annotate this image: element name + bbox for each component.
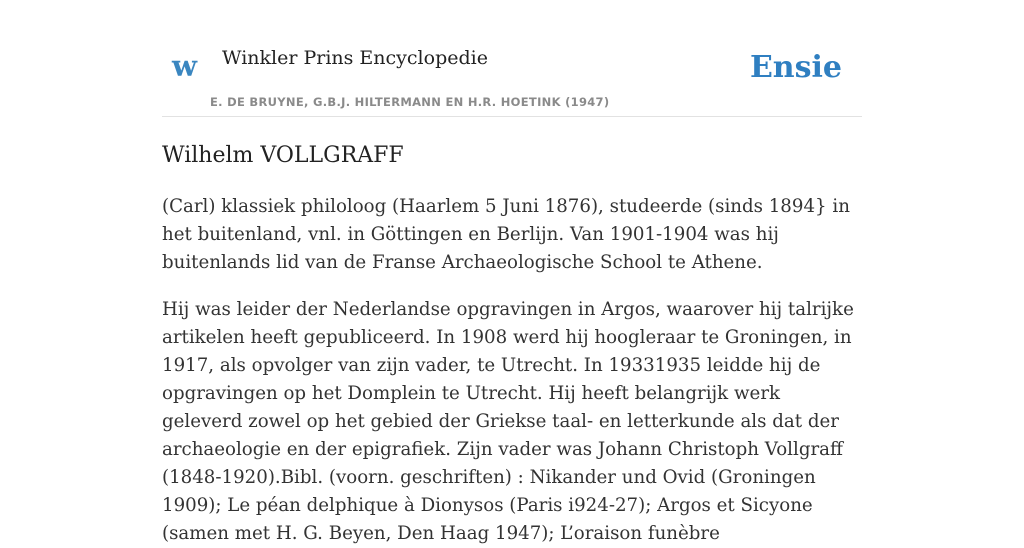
site-title[interactable]: Winkler Prins Encyclopedie [222, 47, 488, 69]
ensie-brand-link[interactable]: Ensie [749, 50, 842, 85]
article-paragraph: (Carl) klassiek philoloog (Haarlem 5 Juni 1876), studeerde (sinds 1894} in het buitenland, vnl. in Göttingen en Berlijn. Van 1901-1904 was hij buitenlands lid van de Franse Archaeologische School te Athene. [162, 196, 850, 274]
article-title: Wilhelm VOLLGRAFF [162, 143, 404, 168]
site-header [162, 0, 862, 117]
page [162, 0, 862, 548]
article-paragraph: Hij was leider der Nederlandse opgravingen in Argos, waarover hij talrijke artikelen heeft gepubliceerd. In 1908 werd hij hoogleraar te Groningen, in 1917, als opvolger van zijn vader, te Utrecht. In 19331935 leidde hij de opgravingen op het Domplein te Utrecht. Hij heeft belangrijk werk geleverd zowel op het gebied der Griekse taal- en letterkunde als dat der archaeologie en der epigrafiek. Zijn vader was Johann Christoph Vollgraff (1848-1920).Bibl. (voorn. geschriften) : Nikander und Ovid (Groningen 1909); Le péan delphique à Dionysos (Paris i924-27); Argos et Sicyone (samen met H. G. Beyen, Den Haag 1947); L’oraison funèbre [162, 299, 854, 545]
site-logo-icon[interactable]: w [172, 49, 197, 83]
authors-line: E. DE BRUYNE, G.B.J. HILTERMANN EN H.R. HOETINK (1947) [210, 95, 610, 109]
